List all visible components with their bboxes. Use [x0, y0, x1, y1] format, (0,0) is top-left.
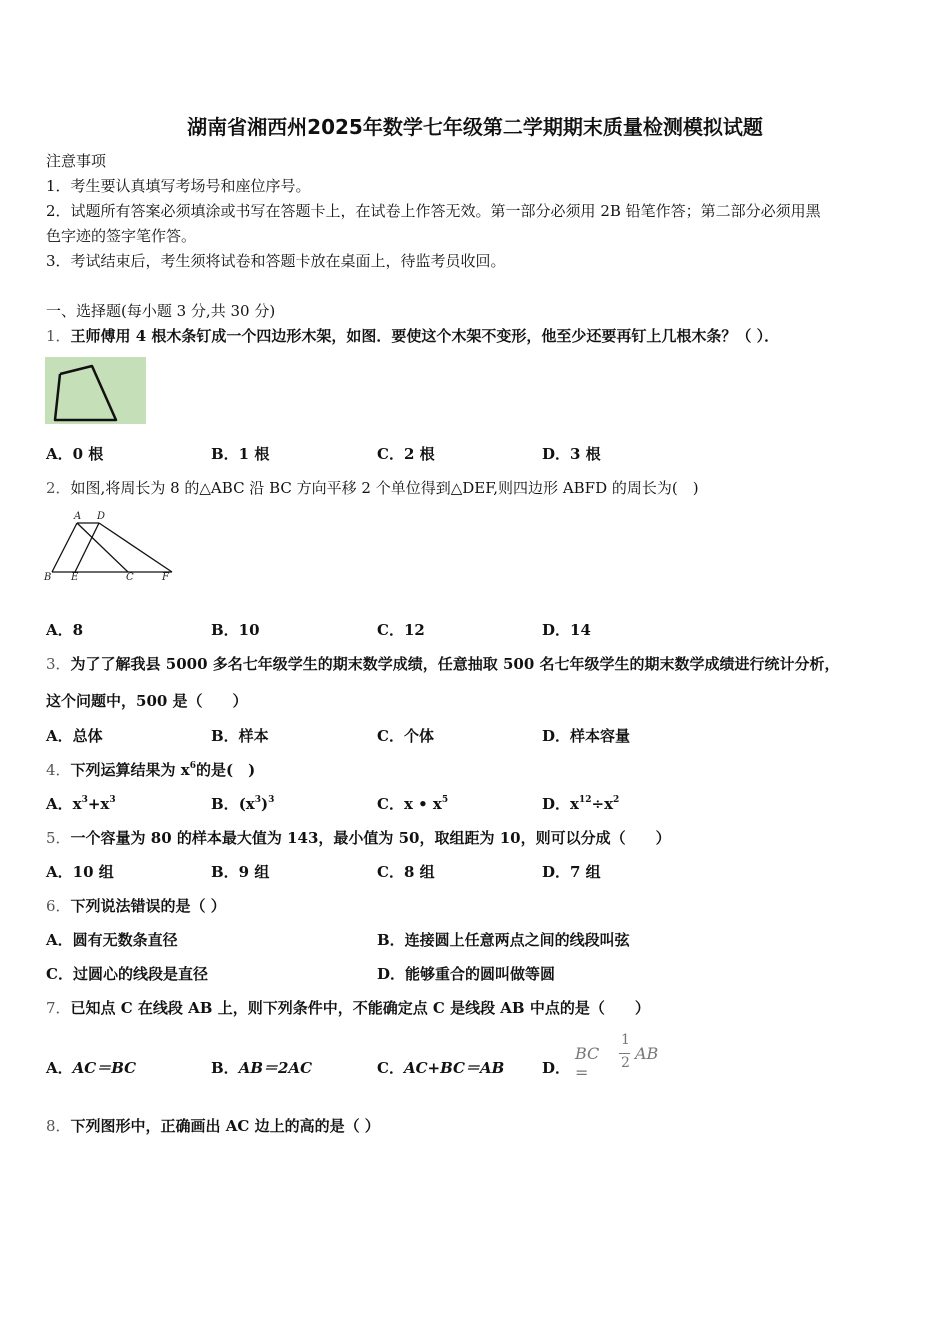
text: 4． [46, 761, 71, 779]
quadrilateral-frame-figure [45, 357, 146, 424]
option-b: B．9 组 [211, 863, 270, 881]
option-c: C．2 根 [377, 445, 435, 463]
text: 2． [46, 479, 71, 497]
text: x [570, 795, 579, 813]
text: 的是( ) [195, 761, 256, 779]
text: 3 [268, 795, 275, 805]
text: B． [211, 795, 239, 813]
option-b [211, 794, 274, 814]
option-c: C．8 组 [377, 863, 435, 881]
text: 3 [109, 795, 116, 805]
text: 王师傅用 4 根木条钉成一个四边形木架，如图．要使这个木架不变形，他至少还要再钉上几根木条？（ ）． [70, 327, 780, 345]
text: x [72, 795, 82, 813]
option-d: D．3 根 [542, 445, 601, 463]
text: C． [377, 1059, 404, 1077]
option-b: B．连接圆上任意两点之间的线段叫弦 [377, 931, 630, 949]
option-b: B．样本 [211, 727, 269, 745]
text: BC = [575, 1044, 600, 1082]
text: 下列说法错误的是（ ） [70, 897, 226, 915]
text: +x [87, 795, 110, 813]
option-d: D．能够重合的圆叫做等圆 [377, 965, 556, 983]
label-f: F [162, 572, 169, 583]
option-d: D．14 [542, 621, 591, 639]
text: 1 [621, 1032, 630, 1048]
option-a: A．10 组 [46, 863, 114, 881]
question-4 [46, 760, 255, 780]
option-a: A．8 [46, 621, 84, 639]
question-5 [46, 828, 671, 848]
option-a: A．0 根 [46, 445, 104, 463]
question-2 [46, 478, 699, 498]
label-e: E [71, 572, 79, 583]
option-c: C．过圆心的线段是直径 [46, 965, 208, 983]
triangle-translation-figure [40, 508, 180, 583]
option-a [46, 794, 116, 814]
text: x • x [403, 795, 442, 813]
option-d: D． [542, 1059, 571, 1077]
text: 12 [578, 795, 592, 805]
text: 7． [46, 999, 71, 1017]
notes-heading: 注意事项 [46, 152, 107, 170]
option-c: C．12 [377, 621, 425, 639]
option-c [377, 794, 448, 814]
text: D． [542, 795, 571, 813]
option-a: A．总体 [46, 727, 103, 745]
text: AB＝2AC [238, 1059, 313, 1077]
question-6 [46, 896, 226, 916]
question-7 [46, 998, 650, 1018]
text: 6 [189, 761, 196, 771]
text: 2 [613, 795, 620, 805]
text: A． [46, 795, 73, 813]
option-d [542, 794, 619, 814]
section-heading: 一、选择题(每小题 3 分,共 30 分) [46, 302, 276, 320]
text: 1． [46, 327, 71, 345]
option-a [46, 1058, 136, 1078]
label-a: A [74, 511, 82, 522]
text: 3 [254, 795, 261, 805]
text: B． [211, 1059, 239, 1077]
option-d: D．7 组 [542, 863, 601, 881]
note-item: 色字迹的签字笔作答。 [46, 227, 197, 245]
label-b: B [44, 572, 52, 583]
option-b [211, 1058, 312, 1078]
option-d: D．样本容量 [542, 727, 631, 745]
text: 2 [621, 1055, 630, 1071]
question-3-cont: 这个问题中，500 是（ ） [46, 692, 248, 710]
option-b: B．1 根 [211, 445, 270, 463]
text: 5． [46, 829, 71, 847]
option-c: C．个体 [377, 727, 434, 745]
question-1 [46, 326, 779, 346]
question-3 [46, 654, 840, 674]
note-item: 3．考试结束后，考生须将试卷和答题卡放在桌面上，待监考员收回。 [46, 252, 506, 270]
text: ÷x [591, 795, 614, 813]
label-d: D [97, 511, 106, 522]
text: 一个容量为 80 的样本最大值为 143，最小值为 50，取组距为 10，则可以分成（ ） [70, 829, 671, 847]
text: 8． [46, 1117, 71, 1135]
text: 5 [441, 795, 449, 805]
text: 3． [46, 655, 71, 673]
text: AC+BC＝AB [403, 1059, 505, 1077]
option-b: B．10 [211, 621, 260, 639]
text: (x [238, 795, 255, 813]
text: 6． [46, 897, 71, 915]
text: 3 [81, 795, 88, 805]
text: C． [377, 795, 404, 813]
question-8 [46, 1116, 380, 1136]
option-a: A．圆有无数条直径 [46, 931, 178, 949]
text: 如图,将周长为 8 的△ABC 沿 BC 方向平移 2 个单位得到△DEF,则四边形 ABFD 的周长为( ) [70, 479, 699, 497]
text: A． [46, 1059, 73, 1077]
text: ) [261, 795, 269, 813]
text: AC＝BC [72, 1059, 137, 1077]
text: AB [635, 1044, 659, 1063]
text: 下列图形中，正确画出 AC 边上的高的是（ ） [70, 1117, 380, 1135]
text: 为了了解我县 5000 多名七年级学生的期末数学成绩，任意抽取 500 名七年级学生的期末数学成绩进行统计分析， [70, 655, 840, 673]
text: 下列运算结果为 x [70, 761, 190, 779]
note-item: 1．考生要认真填写考场号和座位序号。 [46, 177, 311, 195]
option-c [377, 1058, 504, 1078]
note-item: 2．试题所有答案必须填涂或书写在答题卡上，在试卷上作答无效。第一部分必须用 2B 铅笔作答；第二部分必须用黑 [46, 202, 821, 220]
label-c: C [126, 572, 134, 583]
text: 已知点 C 在线段 AB 上，则下列条件中，不能确定点 C 是线段 AB 中点的是（ ） [70, 999, 650, 1017]
page-title: 湖南省湘西州2025年数学七年级第二学期期末质量检测模拟试题 [187, 115, 763, 139]
